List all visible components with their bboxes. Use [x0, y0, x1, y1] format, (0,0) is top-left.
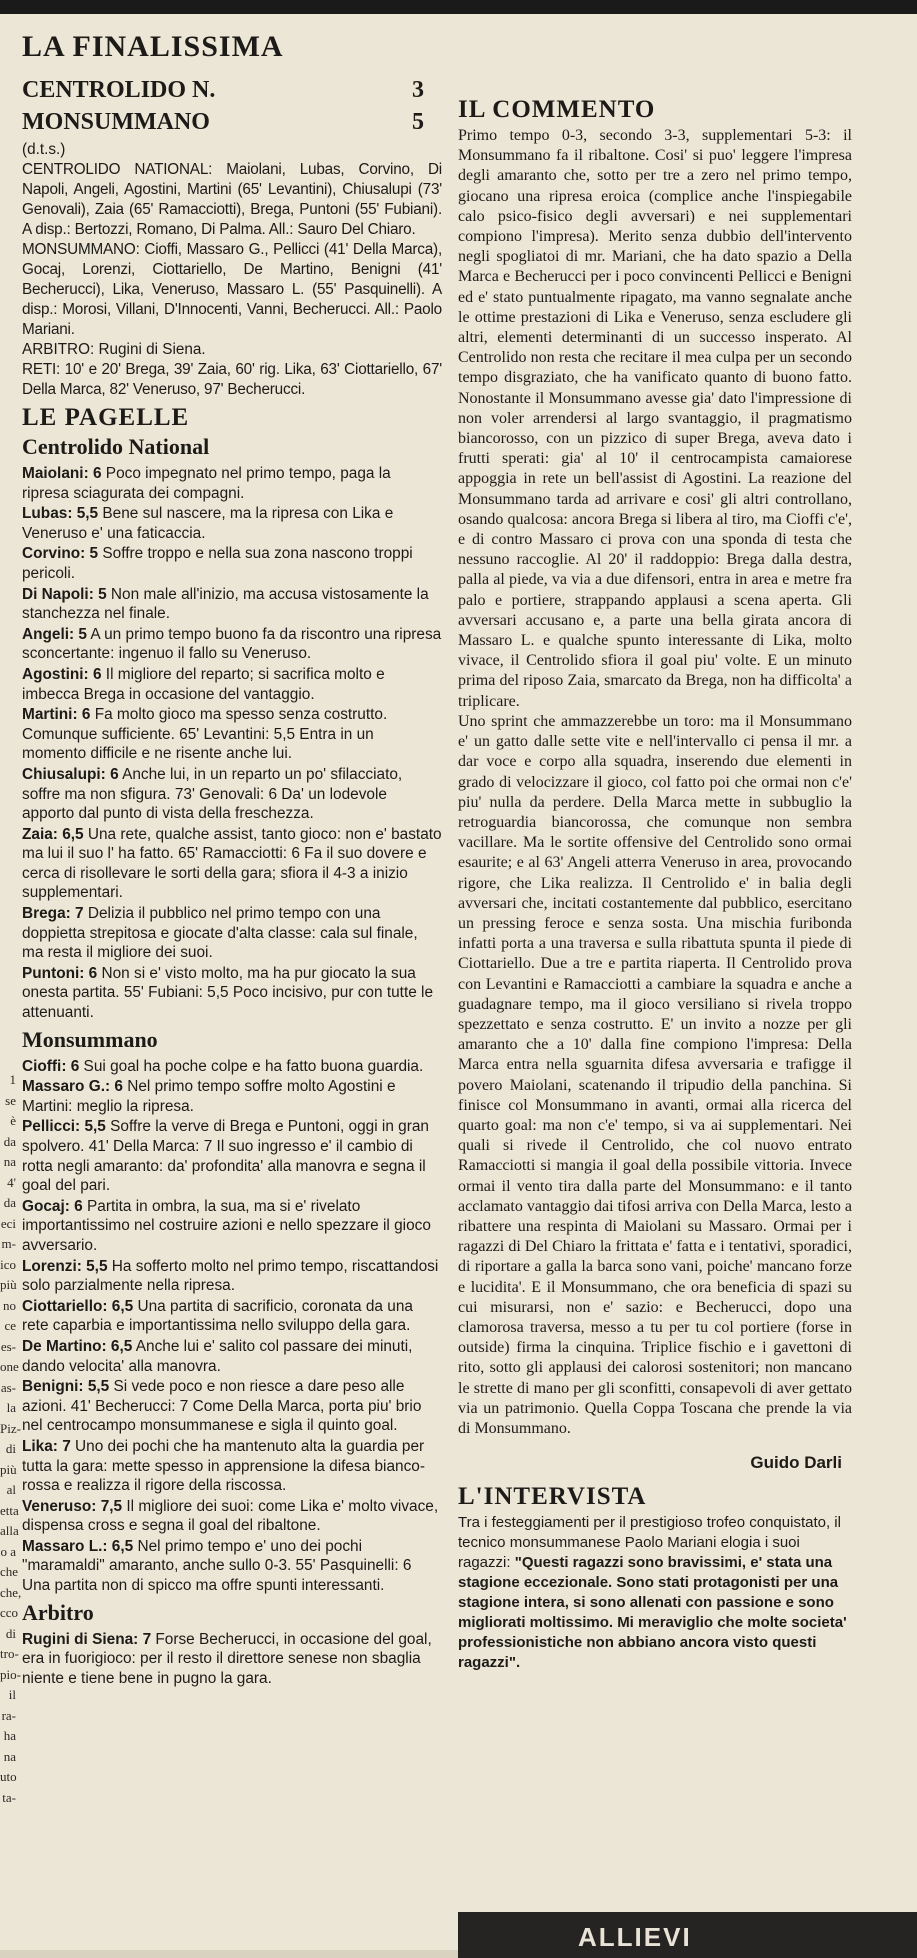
player-name-score: Gocaj: 6	[22, 1197, 83, 1215]
away-rating-item: Ciottariello: 6,5 Una partita di sacrificio, coronata da una rete caparbia e importantissima nello sviluppo della gara.	[22, 1297, 413, 1335]
home-lineup: CENTROLIDO NATIONAL: Maiolani, Lubas, Corvino, Di Napoli, Angeli, Agostini, Martini (65' Levantini), Chiusalupi (73' Genovali), Zaia (65' Ramacciotti), Brega, Puntoni (55' Fubiani). A disp.: Bertozzi, Romano, Di Palma. All.: Sauro Del Chiaro.	[22, 161, 442, 238]
away-ratings-list	[22, 1057, 442, 1596]
fragment-line: di	[5, 1625, 16, 1641]
fragment-line: 4'	[7, 1174, 16, 1190]
referee-rating-title: Arbitro	[22, 1599, 94, 1625]
away-team-name: MONSUMMANO	[22, 109, 210, 135]
home-rating-item: Maiolani: 6 Poco impegnato nel primo tempo, paga la ripresa sciagurata dei compagni.	[22, 465, 391, 502]
fragment-line: la	[6, 1400, 16, 1415]
fragment-line: è	[10, 1113, 16, 1128]
ratings-title: LE PAGELLE	[22, 404, 190, 431]
fragment-line: Piz-	[0, 1420, 21, 1436]
home-rating-item: Zaia: 6,5 Una rete, qualche assist, tanto gioco: non e' bastato ma lui il suo l' ha fatto. 65' Ramacciotti: 6 Fa il suo dovere e cerca di risollevare le sorti della gara; sfiora il 4-3 a inizio supplementari.	[22, 825, 442, 902]
fragment-line: da	[3, 1133, 16, 1149]
fragment-line: o a	[0, 1543, 16, 1559]
player-name-score: Lorenzi: 5,5	[22, 1257, 108, 1275]
home-rating-item: Agostini: 6 Il migliore del reparto; si sacrifica molto e imbecca Brega in occasione del vantaggio.	[22, 665, 385, 703]
away-rating-item: Gocaj: 6 Partita in ombra, la sua, ma si e' rivelato importantissimo nel costruire azioni e nello spezzare il gioco avversario.	[22, 1197, 431, 1254]
referee-rating-text: Rugini di Siena: 7 Forse Becherucci, in occasione del goal, era in fuorigioco: per il resto il direttore senese non sbaglia niente e tiene bene in pugno la gara.	[22, 1630, 432, 1687]
referee-line: ARBITRO: Rugini di Siena.	[22, 341, 206, 358]
next-section-band	[458, 1912, 917, 1958]
fragment-line: più	[0, 1277, 17, 1292]
fragment-line: che,	[0, 1584, 22, 1600]
player-name-score: Martini: 6	[22, 706, 91, 724]
away-rating-item: De Martino: 6,5 Anche lui e' salito col passare dei minuti, dando velocita' alla manovra.	[22, 1337, 413, 1375]
adjacent-column-fragment	[0, 1070, 22, 1950]
interview-text	[458, 1513, 852, 1673]
home-ratings-title: Centrolido National	[22, 434, 210, 459]
player-name-score: Zaia: 6,5	[22, 825, 84, 843]
away-rating-item: Pellicci: 5,5 Soffre la verve di Brega e Puntoni, oggi in gran spolvero. 41' Della Marca: 7 Il suo ingresso e' il cambio di rotta negli amaranto: da' profondita' alla manovra e segna il goal del pari.	[22, 1118, 429, 1195]
home-rating-item: Angeli: 5 A un primo tempo buono fa da riscontro una ripresa sconcertante: ingenuo il fallo su Veneruso.	[22, 625, 442, 663]
article-author: Guido Darli	[750, 1453, 842, 1473]
top-black-rule	[0, 0, 917, 14]
fragment-line: as-	[0, 1379, 16, 1395]
fragment-line: tro-	[0, 1646, 19, 1661]
home-ratings-list	[22, 464, 442, 1023]
goals-line: RETI: 10' e 20' Brega, 39' Zaia, 60' rig. Lika, 63' Ciottariello, 67' Della Marca, 82' Veneruso, 97' Becherucci.	[22, 361, 442, 398]
fragment-line: 1	[9, 1072, 16, 1087]
home-rating-item: Di Napoli: 5 Non male all'inizio, ma accusa vistosamente la stanchezza nel finale.	[22, 585, 429, 623]
away-rating-item: Massaro L.: 6,5 Nel primo tempo e' uno dei pochi "maramaldi" amaranto, anche sullo 0-3. 55' Pasquinelli: 6 Una partita non di spicco ma offre spunti interessanti.	[22, 1537, 412, 1595]
fragment-line: ta-	[2, 1789, 16, 1805]
home-team-name: CENTROLIDO N.	[22, 77, 216, 103]
home-rating-item: Corvino: 5 Soffre troppo e nella sua zona nascono troppi pericoli.	[22, 545, 413, 582]
away-lineup: MONSUMMANO: Cioffi, Massaro G., Pellicci (41' Della Marca), Gocaj, Lorenzi, Ciottariello, De Martino, Benigni (41' Becherucci), Lika, Veneruso, Massaro L. (55' Pasquinelli). A disp.: Morosi, Villani, D'Innocenti, Vanni, Becherucci. All.: Paolo Mariani.	[22, 241, 442, 338]
headline-finalissima: LA FINALISSIMA	[22, 30, 284, 63]
player-name-score: Chiusalupi: 6	[22, 765, 119, 783]
fragment-line: ha	[3, 1728, 16, 1743]
player-name-score: Maiolani: 6	[22, 465, 102, 482]
interview-title: L'INTERVISTA	[458, 1483, 647, 1511]
fragment-line: da	[3, 1195, 16, 1210]
next-section-label: ALLIEVI	[578, 1922, 692, 1952]
comment-paragraph-1: Primo tempo 0-3, secondo 3-3, supplementari 5-3: il Monsummano fa il ribaltone. Cosi' si puo' leggere l'impresa degli amaranto che, sotto per tre a zero nel primo tempo, giocano una ripresa eroica (complice anche l'inspiegabile calo psico-fisico degli avversari) e nei supplementari compiono l'impresa). Merito senza dubbio dell'intervento negli spogliatoi di mr. Mariani, che ha dato spazio a Della Marca e Becherucci per i poco convincenti Pellicci e Benigni ed e' stato puntualmente ripagato, ma vanno segnalate anche le ottime prestazioni di Lika e Veneruso, senza escludere gli altri, elementi determinanti di un successo insperato. Al Centrolido non resta che recitare il mea culpa per un secondo tempo disgraziato, che ha vanificato quanto di buono fatto. Nonostante il Monsummano avesse gia' dato l'impressione di non voler arrendersi al largo svantaggio, il pragmatismo biancorosso, con un pizzico di super Brega, aveva dato i frutti sperati: gia' al 10' il centrocampista camaiorese appoggia in rete un bell'assist di Agostini. La reazione del Monsummano tarda ad arrivare e cosi' gli altri controllano, osando qualcosa: ancora Brega si libera al tiro, ma Cioffi c'e', e di contro Massaro ci prova con una sponda di testa che nessuno raccoglie. Al 20' il raddoppio: Brega dalla destra, palla al piede, va via a due difensori, entra in area e metre fra palo e portiere, strappando applausi a scena aperta. Gli avversari accusano e, a parte una bella girata ancora di Massaro L. e qualche spunto interessante di Lika, molto vivace, il Centrolido sfiora il goal piu' volte. E un minuto prima del riposo Zaia, smarcato da Brega, non ha difficolta' a triplicare.	[458, 127, 852, 710]
home-rating-item: Chiusalupi: 6 Anche lui, in un reparto un po' sfilacciato, soffre ma non sfigura. 73' Genovali: 6 Da' un lodevole apporto dal punto di vista della freschezza.	[22, 765, 403, 823]
player-name-score: De Martino: 6,5	[22, 1337, 133, 1355]
fragment-line: di	[5, 1441, 16, 1456]
fragment-line: etta	[0, 1502, 19, 1518]
player-name-score: Lika: 7	[22, 1437, 71, 1455]
home-score: 3	[412, 77, 424, 103]
player-name-score: Benigni: 5,5	[22, 1378, 110, 1396]
player-name-score: Pellicci: 5,5	[22, 1118, 106, 1136]
player-name-score: Brega: 7	[22, 905, 84, 923]
fragment-line: m-	[1, 1236, 16, 1251]
comment-title: IL COMMENTO	[458, 96, 656, 123]
player-name-score: Lubas: 5,5	[22, 505, 99, 523]
fragment-line: no	[3, 1297, 16, 1313]
extra-time-note: (d.t.s.)	[22, 141, 66, 158]
bottom-edge	[0, 1950, 458, 1958]
fragment-line: one	[0, 1359, 19, 1374]
fragment-line: ra-	[1, 1707, 16, 1723]
fragment-line: se	[5, 1092, 16, 1108]
player-name-score: Di Napoli: 5	[22, 585, 107, 603]
away-rating-item: Veneruso: 7,5 Il migliore dei suoi: come Lika e' molto vivace, dispensa cross e segna il goal del ribaltone.	[22, 1497, 439, 1535]
fragment-line: ce	[4, 1318, 16, 1333]
player-name-score: Veneruso: 7,5	[22, 1497, 123, 1515]
away-rating-item: Cioffi: 6 Sui goal ha poche colpe e ha fatto buona guardia.	[22, 1057, 424, 1075]
fragment-line: na	[3, 1748, 16, 1764]
player-name-score: Massaro G.: 6	[22, 1078, 123, 1096]
fragment-line: ico	[0, 1256, 16, 1272]
score-away	[22, 106, 442, 138]
fragment-line: uto	[0, 1769, 17, 1784]
interview-intro: Tra i festeggiamenti per il prestigioso trofeo conquistato, il tecnico monsummanese Paolo Mariani elogia i suoi ragazzi:	[458, 1514, 841, 1572]
home-rating-item: Lubas: 5,5 Bene sul nascere, ma la ripresa con Lika e Veneruso e' una faticaccia.	[22, 505, 394, 542]
fragment-line: più	[0, 1461, 17, 1477]
right-column	[458, 26, 852, 1673]
fragment-line: pio-	[0, 1666, 21, 1682]
player-name-score: Puntoni: 6	[22, 964, 98, 982]
player-name-score: Massaro L.: 6,5	[22, 1537, 134, 1555]
away-rating-item: Lorenzi: 5,5 Ha sofferto molto nel primo tempo, riscattandosi solo parzialmente nella ripresa.	[22, 1257, 439, 1295]
home-rating-item: Brega: 7 Delizia il pubblico nel primo tempo con una doppietta strepitosa e giocate d'alta classe: cala sul finale, ma resta il migliore dei suoi.	[22, 905, 418, 962]
fragment-line: na	[3, 1154, 16, 1169]
score-home	[22, 74, 442, 106]
away-ratings-title: Monsummano	[22, 1026, 158, 1052]
player-name-score: Agostini: 6	[22, 665, 102, 683]
player-name-score: Cioffi: 6	[22, 1057, 80, 1075]
left-column	[22, 26, 442, 1689]
home-rating-item: Martini: 6 Fa molto gioco ma spesso senza costrutto. Comunque sufficiente. 65' Levantini: 5,5 Entra in un momento difficile e ne risente anche lui.	[22, 706, 388, 763]
away-score: 5	[412, 109, 424, 135]
interview-quote: "Questi ragazzi sono bravissimi, e' stata una stagione eccezionale. Sono stati protagonisti per una stagione intera, si sono allenati con passione e sono migliorati moltissimo. Mi meraviglio che molte societa' professionistiche non abbiano ancora visto questi ragazzi".	[458, 1554, 847, 1672]
away-rating-item: Massaro G.: 6 Nel primo tempo soffre molto Agostini e Martini: meglio la ripresa.	[22, 1078, 396, 1115]
fragment-line: es-	[0, 1338, 16, 1354]
player-name-score: Ciottariello: 6,5	[22, 1297, 134, 1315]
home-rating-item: Puntoni: 6 Non si e' visto molto, ma ha pur giocato la sua onesta partita. 55' Fubiani: 5,5 Poco incisivo, pur con tutte le attenuanti.	[22, 964, 434, 1022]
player-name-score: Corvino: 5	[22, 545, 99, 563]
fragment-line: al	[6, 1482, 16, 1497]
away-rating-item: Benigni: 5,5 Si vede poco e non riesce a dare peso alle azioni. 41' Becherucci: 7 Come Della Marca, porta piu' brio nel centrocampo monsummanese e sigla il quinto goal.	[22, 1378, 422, 1435]
fragment-line: il	[8, 1687, 16, 1702]
away-rating-item: Lika: 7 Uno dei pochi che ha mantenuto alta la guardia per tutta la gara: mette spesso in apprensione la difesa bianco-rossa e realizza il rigore della riscossa.	[22, 1437, 425, 1495]
fragment-line: che	[0, 1564, 19, 1579]
fragment-line: alla	[0, 1523, 19, 1538]
player-name-score: Angeli: 5	[22, 625, 87, 643]
fragment-line: eci	[0, 1215, 16, 1231]
comment-paragraph-2: Uno sprint che ammazzerebbe un toro: ma il Monsummano e' un gatto dalle sette vite e nell'intervallo ci pensa il mr. a dar voce e corpo alla squadra, inserendo due elementi in grado di velocizzare il gioco, col fatto poi che ormai non c'e' piu' nulla da perdere. Della Marca mette in subbuglio la retroguardia biancorossa, che comunque non sembra vacillare. Ma le sortite offensive del Centrolido sono ormai esaurite; e al 63' Angeli atterra Veneruso in area, provocando rigore, che Lika realizza. Il Centrolido e' in balia degli avversari che, incitati costantemente dal pubblico, esercitano un pressing feroce e senza sosta. Una mischia furibonda infatti porta a una traversa e sulla ribattuta spunta il piede di Ciottariello. Due a tre e partita riaperta. Il Centrolido prova con Levantini e Ramacciotti a cambiare la squadra e anche a guadagnare tempo, ma il gioco versiliano si rivela troppo spezzettato e senza costrutto. E' un invito a nozze per gli amaranto che a 10' dalla fine compiono l'impresa: Della Marca entra nella sguarnita difesa avversaria e trafigge il povero Maiolani, scatenando il tripudio della panchina. Si finisce col Monsummano in avanti, ormai alla ricerca del quarto goal: ma non c'e' tempo, si va ai supplementari. Nei quali si rivede il Centrolido, che col nuovo entrato Ramacciotti si mangia il goal della possibile vittoria. Invece ormai il vento tira dalla parte del Monsummano: e il tanto acclamato vantaggio dai tifosi arriva con Della Marca, lesto a ribattere una respinta di Maiolani su Massaro. Ormai per i ragazzi di Del Chiaro la frittata e' fatta e i tentativi, sporadici, di riportare a galla la barca sono vani, poiche' mancano forze e lucidita'. E il Monsummano, che ora beneficia di spazi su cui misurarsi, non e' sazio: e Becherucci, dopo una clamorosa traversa, messo a tu per tu col portiere (forse in outside) firma la cinquina. Triplice fischio e i gavettoni di rito, sotto gli applausi dei calorosi sostenitori; non mancano le strette di mano per gli sconfitti, consapevoli di aver gettato via un patrimonio. Quella Coppa Toscana che prende la via di Monsummano.	[458, 712, 852, 1437]
fragment-line: cco	[0, 1605, 19, 1620]
